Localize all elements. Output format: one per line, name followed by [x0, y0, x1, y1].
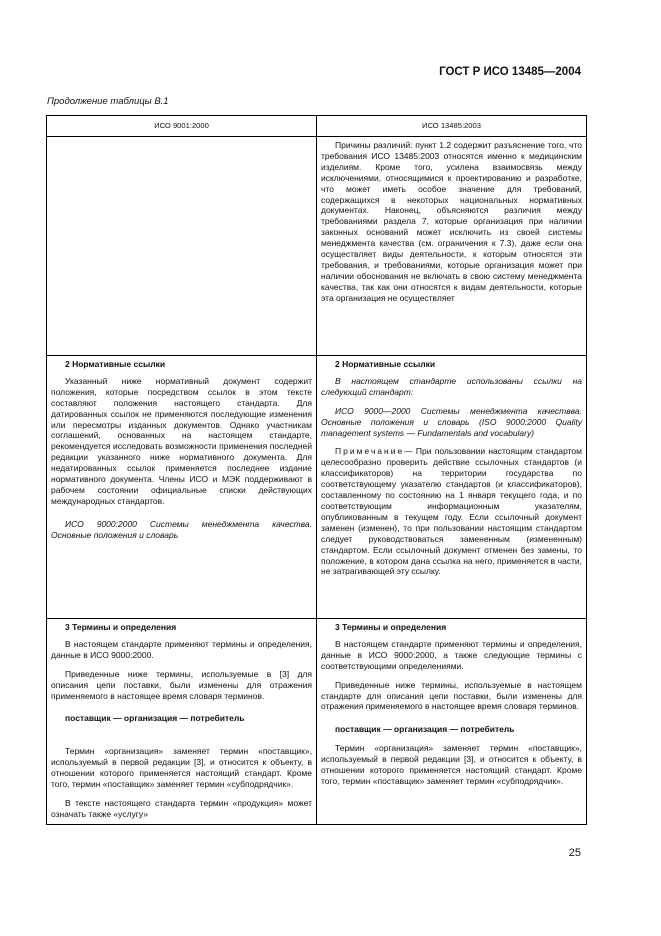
note — [321, 446, 582, 577]
column-header-iso13485: ИСО 13485:2003 — [317, 116, 587, 137]
note-text: — При пользовании настоящим стандартом целесообразно проверить действие ссылочных стандартов (и классификаторов) на территории государства по соответствующему указателю стандартов (и классификаторов), составленному по состоянию на 1 января текущего года, и по соответствующим информационным указателям, опубликованным в текущем году. Если ссылочный документ заменен (изменен), то при пользовании настоящим стандартом следует руководствоваться замененным (измененным) стандартом. Если ссылочный документ отменен без замены, то положение, в котором дана ссылка на него, применяется в части, не затрагивающей эту ссылку. — [321, 446, 582, 577]
table-row — [47, 356, 587, 619]
row1-left-cell — [47, 137, 317, 356]
row2-left-cell — [47, 356, 317, 619]
paragraph: Термин «организация» заменяет термин «поставщик», используемый в первой редакции [3], и относится к объекту, в отношении которого применяется настоящий стандарт. Кроме того, термин «поставщик» заменяет термин «субподрядчик». — [321, 743, 582, 786]
reference-item: ИСО 9000—2000 Системы менеджмента качествва. Основные положения и словарь (ISO 9000:2000 Quality management systems — Fundamentals and vocabulary) — [321, 405, 582, 438]
table-caption: Продолжение таблицы В.1 — [47, 96, 169, 107]
standard-header: ГОСТ Р ИСО 13485—2004 — [439, 66, 581, 78]
table-row — [47, 137, 587, 356]
section-title: 2 Нормативные ссылки — [335, 359, 436, 369]
note-label: Примечание — [335, 446, 405, 457]
paragraph: В тексте настоящего стандарта термин «продукция» может означать также «услугу» — [51, 797, 312, 819]
paragraph: Указанный ниже нормативный документ содержит положения, которые посредством ссылок в этом тексте составляют положения настоящего стандарта. Для датированных ссылок не применяются последующие изменения или пересмотры изданных документов. Однако участникам соглашений, основанных на настоящем стандарте, рекомендуется исследовать возможности применения последней редакции указанного ниже нормативного документа. Для недатированных ссылок применяется последнее издание нормативного документа. Члены ИСО и МЭК поддерживают в рабочем состоянии официальные списки действующих международных стандартов. — [51, 375, 312, 506]
section-title: 2 Нормативные ссылки — [65, 359, 166, 369]
comparison-table — [46, 115, 587, 825]
term-heading: поставщик — организация — потребитель — [65, 713, 245, 724]
page-number: 25 — [568, 847, 581, 859]
section-title: 3 Термины и определения — [65, 622, 177, 632]
row3-right-cell — [317, 619, 587, 825]
differences-explanation: Причины различий: пункт 1.2 содержит разъяснение того, что требования ИСО 13485:2003 относятся именно к медицинским изделиям. Кроме того, усилена взаимосвязь между исключениями, относящимися к проектированию и разработке, что может иметь особое значение для требований, содержащихся в некоторых национальных нормативных документах. Наконец, объясняются различия между требованиями раздела 7, которые организация при наличии законных оснований может исключить из своей системы менеджмента качества (см. ограничения к 7.3), даже если она осуществляет виды деятельности, к которым относятся эти требования, и требованиями, которые организация может при наличии обоснования не включать в свою систему менеджмента качества, так как они относятся к видам деятельности, которые эта организация не осуществляет — [321, 140, 582, 303]
paragraph: Термин «организация» заменяет термин «поставщик», используемый в первой редакции [3], и относится к объекту, в отношении которого применяется настоящий стандарт. Кроме того, термин «поставщик» заменяет термин «субподрядчик». — [51, 746, 312, 790]
row2-right-cell — [317, 356, 587, 619]
table-row — [47, 619, 587, 825]
reference-item: ИСО 9000:2000 Системы менеджмента качества. Основные положения и словарь — [51, 518, 312, 540]
table-header-row — [47, 116, 587, 137]
paragraph: Приведенные ниже термины, используемые в [3] для описания цепи поставки, были изменены для отражения применяемого в настоящее время словаря терминов. — [51, 668, 312, 701]
paragraph: В настоящем стандарте применяют термины и определения, данные в ИСО 9000:2000, а также следующие термины с соответствующими определениями. — [321, 638, 582, 671]
paragraph: В настоящем стандарте применяют термины и определения, данные в ИСО 9000:2000. — [51, 638, 312, 660]
term-heading: поставщик — организация — потребитель — [335, 724, 515, 735]
paragraph: В настоящем стандарте использованы ссылки на следующий стандарт: — [321, 375, 582, 397]
section-title: 3 Термины и определения — [335, 622, 447, 632]
row1-right-cell — [317, 137, 587, 356]
paragraph: Приведенные ниже термины, используемые в настоящем стандарте для описания цепи поставки, были изменены для отражения применяемого в настоящее время словаря терминов. — [321, 679, 582, 712]
row3-left-cell — [47, 619, 317, 825]
column-header-iso9001: ИСО 9001:2000 — [47, 116, 317, 137]
